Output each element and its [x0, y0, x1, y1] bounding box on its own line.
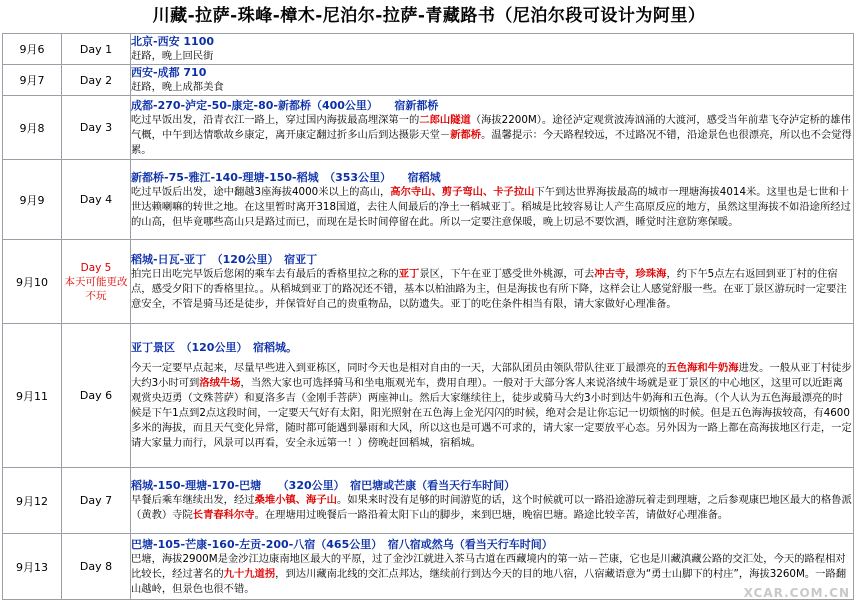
table-row: [3, 324, 854, 468]
day-cell: [62, 240, 131, 324]
date-cell: 9月13: [3, 534, 62, 600]
route-description: 赶路，晚上成都美食: [131, 81, 224, 93]
route-description: 早餐后乘车继续出发，经过桑堆小镇、海子山。如果来时没有足够的时间游览的话，这个时候就可以一路沿途游玩着走到理塘，之后参观康巴地区最大的格鲁派（黄教）寺院长青春科尔寺。在理塘用过晚餐后一路沿着太阳下山的脚步，来到巴塘，晚宿巴塘。路途比较辛苦，请做好心理准备。: [131, 494, 852, 521]
table-row: [3, 96, 854, 160]
highlight-place: 桑堆小镇、海子山: [254, 494, 337, 506]
date-cell: 9月11: [3, 324, 62, 468]
table-row: [3, 468, 854, 534]
route-heading: 西安-成都 710: [131, 66, 207, 79]
day-cell: Day 6: [62, 324, 131, 468]
description-cell: [131, 65, 854, 96]
route-heading: 成都-270-泸定-50-康定-80-新都桥（400公里） 宿新都桥: [131, 98, 439, 112]
description-cell: [131, 96, 854, 160]
date-cell: 9月9: [3, 160, 62, 240]
description-cell: [131, 240, 854, 324]
day-note: 本天可能更改不玩: [64, 275, 128, 302]
day-cell: Day 7: [62, 468, 131, 534]
day-cell: Day 2: [62, 65, 131, 96]
route-description: 吃过早饭出发，沿青衣江一路上，穿过国内海拔最高埋深第一的二郎山隧道（海拔2200M）。途径泸定观赏波涛汹涌的大渡河，感受当年前辈飞夺泸定桥的雄伟气概，中午到达情歌故乡康定，离开康定翻过折多山后到达摄影天堂－新都桥。温馨提示：今天路程较远，不过路况不错，沿途景色也很漂亮，所以也不会觉得累。: [131, 113, 852, 156]
highlight-place: 九十九道拐: [223, 567, 276, 580]
table-row: [3, 240, 854, 324]
table-row: [3, 160, 854, 240]
description-cell: [131, 34, 854, 65]
day-cell: Day 4: [62, 160, 131, 240]
route-description: 赶路，晚上回民街: [131, 50, 214, 62]
route-description: 今天一定要早点起来，尽量早些进入到亚栋区，同时今天也是相对自由的一天，大部队团员由领队带队往亚丁最漂亮的五色海和牛奶海进发。一般从亚丁村徒步大约3小时可到洛绒牛场，当然大家也可选择骑马和坐电瓶观光车，费用自理）。一般对于大部分客人来说洛绒牛场就是亚丁景区的中心地区，这里可以近距离观赏央迈勇（文殊菩萨）和夏洛多吉（金刚手菩萨）两座神山。然后大家继续往上，徒步或骑马大约3小时到达牛奶海和五色海。（个人认为五色海最漂亮的时候是下午1点到2点这段时间，一定要天气好有太阳，阳光照射在五色海上金光闪闪的时候，绝对会是让你忘记一切烦恼的时候。但是五色海海拔较高，有4600多米的海拔，而且天气变化异常，随时都可能遇到暴雨和大风，所以这也是可遇不可求的，请大家一定要放平心态。另外因为一路上都在高海拔地区行走，一定请大家量力而行，风景可以再看，安全永远第一！）傍晚赶回稻城，宿稻城。: [131, 362, 852, 449]
day-cell: Day 3: [62, 96, 131, 160]
day-cell: Day 1: [62, 34, 131, 65]
description-cell: [131, 160, 854, 240]
highlight-place: 冲古寺，珍珠海: [594, 267, 667, 280]
description-cell: [131, 468, 854, 534]
route-heading: 新都桥-75-雅江-140-理塘-150-稻城 （353公里） 宿稻城: [131, 170, 441, 184]
table-row: [3, 34, 854, 65]
day-label: Day 5: [80, 261, 112, 274]
itinerary-table: [2, 33, 854, 600]
table-row: [3, 534, 854, 600]
highlight-place: 洛绒牛场: [199, 377, 241, 389]
date-cell: 9月10: [3, 240, 62, 324]
date-cell: 9月6: [3, 34, 62, 65]
date-cell: 9月12: [3, 468, 62, 534]
highlight-place: 长青春科尔寺: [192, 509, 255, 521]
page-title: 川藏-拉萨-珠峰-樟木-尼泊尔-拉萨-青藏路书（尼泊尔段可设计为阿里）: [152, 6, 706, 26]
highlight-place: 二郎山隧道: [419, 113, 471, 126]
route-description: 拍完日出吃完早饭后您闲的乘车去有最后的香格里拉之称的亚丁景区，下午在亚丁感受世外桃源，可去冲古寺，珍珠海，约下午5点左右返回到亚丁村的住宿点，感受夕阳下的香格里拉。。从稻城到亚丁的路况还不错，基本以柏油路为主，但是海拔也有所下降，这样会让人感觉舒服一些。在亚丁景区游玩时一定要注意安全，不管是骑马还是徒步，并保管好自己的贵重物品，以防遗失。亚丁的吃住条件相当有限，请大家做好心理准备。: [131, 267, 847, 310]
date-cell: 9月7: [3, 65, 62, 96]
table-row: [3, 65, 854, 96]
highlight-place: 五色海和牛奶海: [666, 362, 739, 374]
route-description: 巴塘，海拔2900M是金沙江边康南地区最大的平原，过了金沙江就进入茶马古道在西藏境内的第一站－芒康，它也是川藏滇藏公路的交汇处，今天的路程相对比较长，经过著名的九十九道拐，到达川藏南北线的交汇点邦达，继续前行到达今天的目的地八宿，八宿藏语意为“勇士山脚下的村庄”，海拔3260M。一路翻山越岭，但景色也很不错。: [131, 552, 847, 595]
route-heading: 亚丁景区 （120公里） 宿稻城。: [131, 341, 297, 354]
date-cell: 9月8: [3, 96, 62, 160]
route-heading: 巴塘-105-芒康-160-左贡-200-八宿（465公里） 宿八宿或然乌（看当天行车时间）: [131, 537, 553, 551]
day-cell: Day 8: [62, 534, 131, 600]
highlight-place: 亚丁: [398, 267, 420, 280]
highlight-place: 新都桥: [450, 128, 482, 141]
route-heading: 北京-西安 1100: [131, 35, 215, 48]
route-heading: 稻城-日瓦-亚丁 （120公里） 宿亚丁: [131, 252, 318, 266]
highlight-place: 高尔寺山、剪子弯山、卡子拉山: [390, 185, 535, 198]
route-description: 吃过早饭后出发，途中翻越3座海拔4000米以上的高山，高尔寺山、剪子弯山、卡子拉山下午到达世界海拔最高的城市一理塘海拔4014米。这里也是七世和十世达赖喇嘛的转世之地。在这里暂时离开318国道，去往人间最后的净土一稻城亚丁。稻城是比较容易让人产生高原反应的地方，虽然这里海拔不如沿途所经过的山高，但毕竟哪些高山只是路过而已，而现在是长时间停留在此。所以一定要注意保暖，晚上切忌不要饮酒，睡觉时注意防寒保暖。: [131, 185, 851, 228]
description-cell: [131, 324, 854, 468]
watermark: XCAR.COM.CN: [743, 586, 850, 600]
route-heading: 稻城-150-理塘-170-巴塘 （320公里） 宿巴塘或芒康（看当天行车时间）: [131, 479, 516, 492]
